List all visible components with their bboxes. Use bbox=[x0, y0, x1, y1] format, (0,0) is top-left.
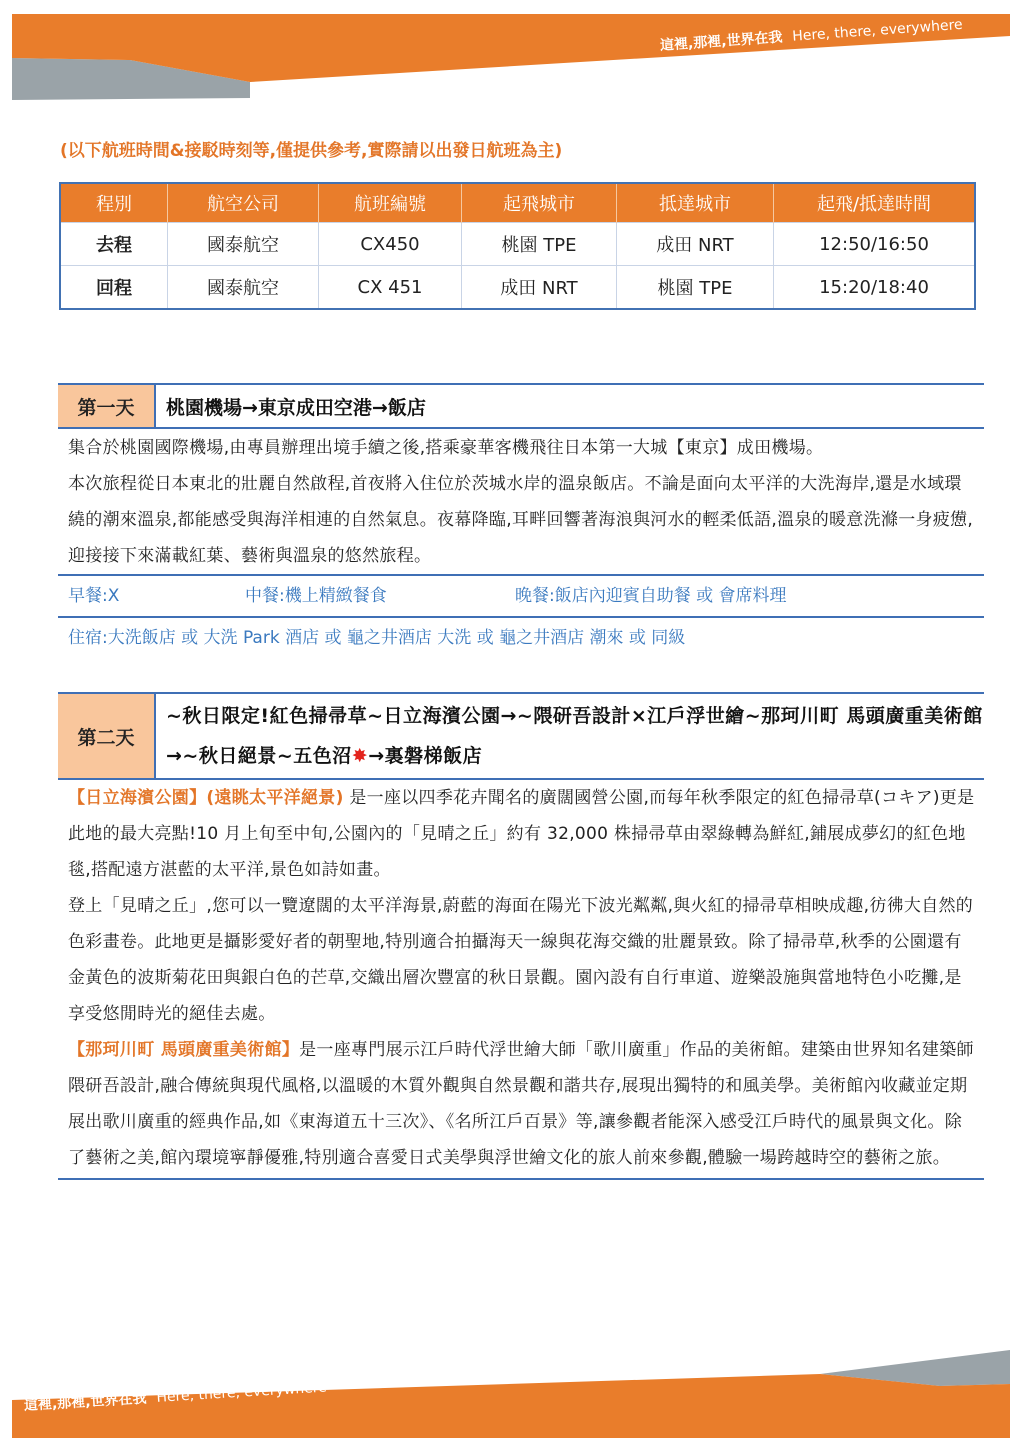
attraction-title: 【那珂川町 馬頭廣重美術館】 bbox=[68, 1040, 300, 1060]
day1-paragraph: 本次旅程從日本東北的壯麗自然啟程,首夜將入住位於茨城水岸的溫泉飯店。不論是面向太平洋的大洗海岸,還是水域環繞的潮來溫泉,都能感受與海洋相連的自然氣息。夜幕降臨,耳畔回響著海浪與河水的輕柔低語,溫泉的暖意洗滌一身疲憊,迎接接下來滿載紅葉、藝術與溫泉的悠然旅程。 bbox=[68, 474, 974, 566]
day2-title bbox=[156, 694, 984, 778]
table-row bbox=[60, 266, 975, 310]
day2-body bbox=[58, 780, 984, 1178]
day2-title-text: ~秋日限定!紅色掃帚草~日立海濱公園→~隈研吾設計×江戶浮世繪~那珂川町 馬頭廣重美術館→~秋日絕景~五色沼 bbox=[166, 705, 983, 767]
maple-leaf-icon: ✸ bbox=[351, 745, 369, 767]
table-cell: 12:50/16:50 bbox=[774, 223, 976, 266]
day1-hotel: 住宿:大洗飯店 或 大洗 Park 酒店 或 龜之井酒店 大洗 或 龜之井酒店 潮來 或 同級 bbox=[58, 616, 984, 658]
day2-header bbox=[58, 692, 984, 780]
flight-notice: (以下航班時間&接駁時刻等,僅提供參考,實際請以出發日航班為主) bbox=[60, 141, 563, 161]
slogan-zh: 這裡,那裡,世界在我 bbox=[23, 1390, 147, 1414]
col-header: 抵達城市 bbox=[617, 183, 774, 223]
day1-meals bbox=[58, 574, 984, 616]
col-header: 起飛/抵達時間 bbox=[774, 183, 976, 223]
attraction-title: 【日立海濱公園】(遠眺太平洋絕景) bbox=[68, 788, 344, 808]
attraction-description: 是一座專門展示江戶時代浮世繪大師「歌川廣重」作品的美術館。建築由世界知名建築師隈研吾設計,融合傳統與現代風格,以溫暖的木質外觀與自然景觀和諧共存,展現出獨特的和風美學。美術館內收藏並定期展出歌川廣重的經典作品,如《東海道五十三次》、《名所江戶百景》等,讓參觀者能深入感受江戶時代的風景與文化。除了藝術之美,館內環境寧靜優雅,特別適合喜愛日式美學與浮世繪文化的旅人前來參觀,體驗一場跨越時空的藝術之旅。 bbox=[68, 1040, 974, 1168]
table-cell: 桃園 TPE bbox=[462, 223, 617, 266]
col-header: 起飛城市 bbox=[462, 183, 617, 223]
day2-paragraph bbox=[68, 780, 976, 888]
day2-title-text-end: →裏磐梯飯店 bbox=[368, 745, 483, 767]
day2-paragraph: 登上「見晴之丘」,您可以一覽遼闊的太平洋海景,蔚藍的海面在陽光下波光粼粼,與火紅的掃帚草相映成趣,彷彿大自然的色彩畫卷。此地更是攝影愛好者的朝聖地,特別適合拍攝海天一線與花海交織的壯麗景致。除了掃帚草,秋季的公園還有金黃色的波斯菊花田與銀白色的芒草,交織出層次豐富的秋日景觀。園內設有自行車道、遊樂設施與當地特色小吃攤,是享受悠閒時光的絕佳去處。 bbox=[68, 896, 974, 1024]
lunch-text: 中餐:機上精緻餐食 bbox=[245, 586, 387, 606]
day2-paragraph bbox=[68, 1032, 976, 1176]
col-header: 程別 bbox=[60, 183, 168, 223]
day1-paragraph: 集合於桃園國際機場,由專員辦理出境手續之後,搭乘豪華客機飛往日本第一大城【東京】成田機場。 bbox=[68, 438, 824, 458]
col-header: 航空公司 bbox=[168, 183, 319, 223]
table-cell: 15:20/18:40 bbox=[774, 266, 976, 310]
day1-label: 第一天 bbox=[58, 385, 156, 427]
col-header: 航班編號 bbox=[319, 183, 462, 223]
table-cell: 回程 bbox=[60, 266, 168, 310]
table-cell: CX 451 bbox=[319, 266, 462, 310]
day1-section bbox=[58, 383, 984, 658]
table-cell: 國泰航空 bbox=[168, 266, 319, 310]
table-cell: CX450 bbox=[319, 223, 462, 266]
top-banner bbox=[0, 0, 1024, 110]
attraction-description: 是一座以四季花卉聞名的廣闊國營公園,而每年秋季限定的紅色掃帚草(コキア)更是此地的最大亮點!10 月上旬至中旬,公園內的「見晴之丘」約有 32,000 株掃帚草由翠綠轉為鮮紅,鋪展成夢幻的紅色地毯,搭配遠方湛藍的太平洋,景色如詩如畫。 bbox=[68, 788, 975, 880]
day2-label: 第二天 bbox=[58, 694, 156, 778]
slogan-zh: 這裡,那裡,世界在我 bbox=[659, 29, 783, 54]
bottom-banner bbox=[0, 1340, 1024, 1448]
table-cell: 成田 NRT bbox=[617, 223, 774, 266]
table-cell: 國泰航空 bbox=[168, 223, 319, 266]
flight-table-header bbox=[60, 183, 975, 223]
flight-table bbox=[59, 182, 976, 310]
day1-title: 桃園機場→東京成田空港→飯店 bbox=[166, 396, 426, 419]
slogan-en: Here, there, everywhere bbox=[155, 1379, 328, 1406]
table-cell: 去程 bbox=[60, 223, 168, 266]
table-cell: 成田 NRT bbox=[462, 266, 617, 310]
slogan-en: Here, there, everywhere bbox=[791, 16, 964, 45]
day1-header bbox=[58, 383, 984, 429]
table-cell: 桃園 TPE bbox=[617, 266, 774, 310]
breakfast-text: 早餐:X bbox=[68, 586, 120, 606]
day2-section bbox=[58, 692, 984, 1180]
day1-body bbox=[58, 429, 984, 574]
table-row bbox=[60, 223, 975, 266]
dinner-text: 晚餐:飯店內迎賓自助餐 或 會席料理 bbox=[515, 586, 787, 606]
